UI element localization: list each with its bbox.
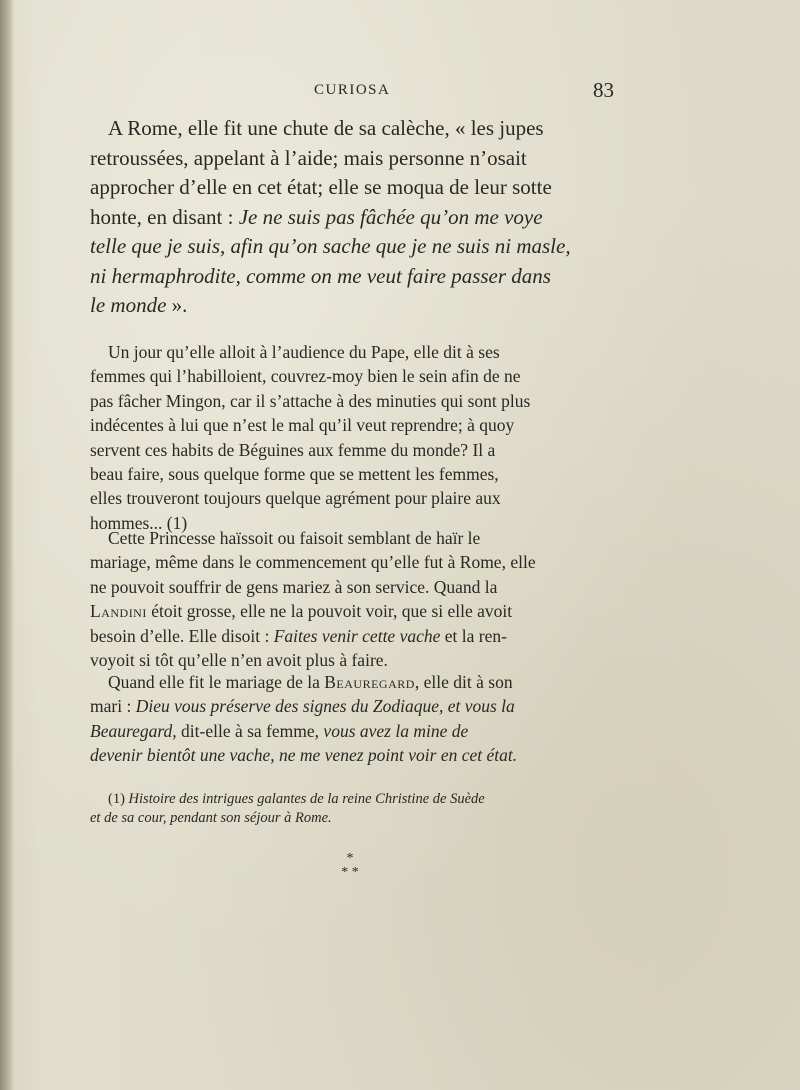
text-italic: vous avez la mine de (323, 720, 469, 741)
page-number: 83 (593, 78, 614, 102)
text-roman: et la ren- (440, 625, 507, 646)
text-roman: honte, en disant : (90, 204, 239, 229)
footnote-line: et de sa cour, pendant son séjour à Rome. (90, 810, 332, 826)
paragraph-audience-du-pape (90, 340, 614, 535)
text-line: devenir bientôt une vache, ne me venez point voir en cet état. (90, 745, 518, 766)
text-line (90, 624, 614, 648)
text-roman: besoin d’elle. Elle disoit : (90, 625, 274, 646)
ornament-stars-bottom: * * (341, 865, 359, 880)
text-line: servent ces habits de Béguines aux femme du monde? Il a (90, 439, 496, 460)
text-roman: dit-elle à sa femme, (176, 720, 324, 741)
text-line: mariage, même dans le commencement qu’elle fut à Rome, elle (90, 552, 536, 573)
footnote-marker: (1) (108, 791, 129, 807)
text-roman: , elle dit à son (414, 672, 513, 692)
page-header (90, 78, 614, 106)
text-line: indécentes à lui que n’est le mal qu’il veut reprendre; à quoy (90, 415, 515, 436)
text-line (90, 599, 614, 623)
paragraph-princesse-mariage (90, 526, 614, 672)
text-roman: étoit grosse, elle ne la pouvoit voir, que si elle avoit (146, 601, 513, 622)
text-line: Un jour qu’elle alloit à l’audience du Pape, elle dit à ses (108, 342, 500, 362)
text-italic: Beauregard, (90, 720, 177, 741)
text-roman: ». (166, 293, 188, 317)
text-line: voyoit si tôt qu’elle n’en avoit plus à faire. (90, 650, 388, 671)
page-spine-shadow (0, 0, 14, 1090)
running-title: CURIOSA (314, 82, 391, 98)
text-roman: mari : (90, 696, 136, 717)
text-line: elles trouveront toujours quelque agrément pour plaire aux (90, 488, 501, 509)
footnote-line (90, 790, 614, 809)
text-italic: Faites venir cette vache (273, 625, 441, 646)
footnote (90, 790, 614, 828)
name-landini: Landini (90, 601, 147, 622)
text-line: approcher d’elle en cet état; elle se moqua de leur sotte (90, 175, 552, 199)
text-line: femmes qui l’habilloient, couvrez-moy bien le sein afin de ne (90, 366, 521, 387)
text-line: A Rome, elle fit une chute de sa calèche, « les jupes (108, 116, 544, 140)
text-line (90, 719, 614, 743)
text-italic: le monde (90, 293, 167, 317)
text-roman: Quand elle fit le mariage de la (108, 672, 325, 692)
ornament-star-top: * (346, 851, 354, 866)
text-line (90, 670, 614, 694)
text-line: ni hermaphrodite, comme on me veut faire passer dans (90, 263, 551, 288)
text-line: ne pouvoit souffrir de gens mariez à son service. Quand la (90, 576, 498, 597)
text-line (90, 291, 614, 321)
paragraph-beauregard (90, 670, 614, 768)
paragraph-fall-from-caleche (90, 114, 614, 321)
text-line (90, 203, 614, 233)
text-line (90, 694, 614, 718)
text-line: telle que je suis, afin qu’on sache que je ne suis ni masle, (90, 234, 571, 258)
text-line: Cette Princesse haïssoit ou faisoit semblant de haïr le (108, 528, 481, 548)
text-line: beau faire, sous quelque forme que se mettent les femmes, (90, 464, 499, 485)
footnote-text: Histoire des intrigues galantes de la reine Christine de Suède (128, 791, 485, 807)
text-line: pas fâcher Mingon, car il s’attache à des minuties qui sont plus (90, 390, 531, 411)
text-line: retroussées, appelant à l’aide; mais personne n’osait (90, 145, 527, 170)
name-beauregard: Beauregard (324, 672, 415, 692)
section-ornament (330, 852, 370, 880)
text-italic: Dieu vous préserve des signes du Zodiaque, et vous la (135, 696, 515, 717)
text-line: hommes... (1) (90, 512, 188, 533)
text-italic: Je ne suis pas fâchée qu’on me voye (238, 204, 543, 229)
